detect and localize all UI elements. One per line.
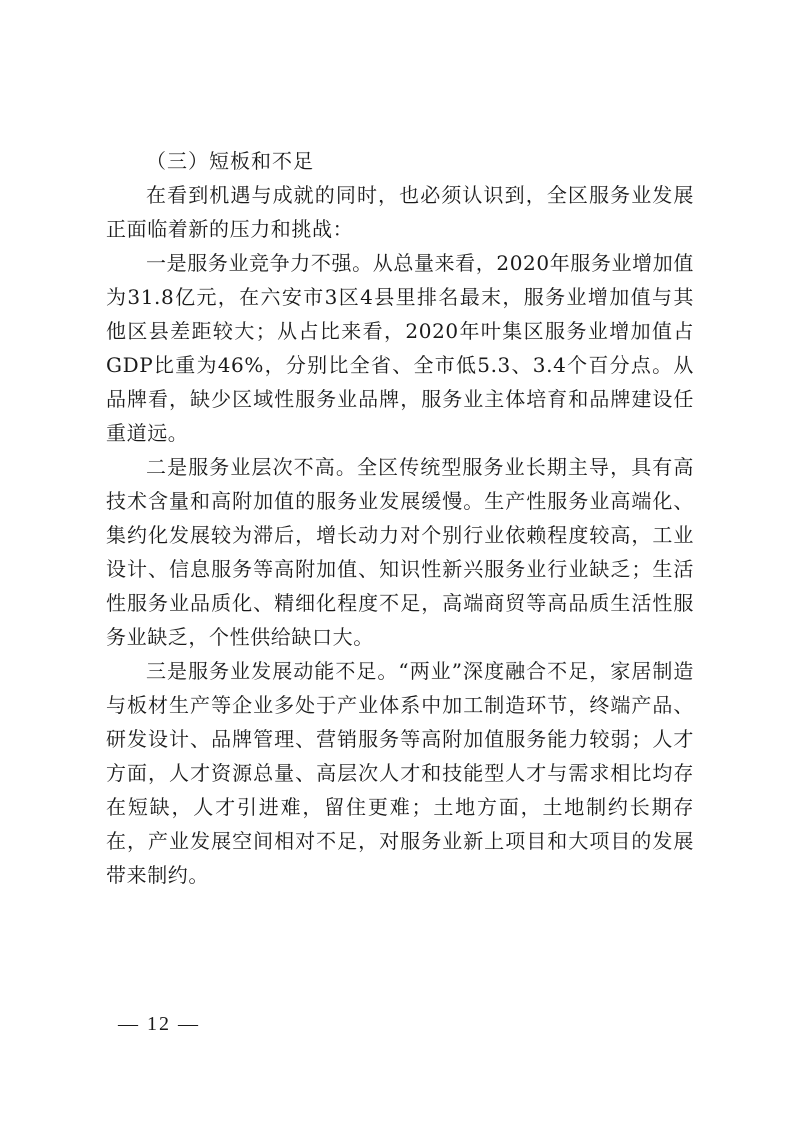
paragraph-intro: 在看到机遇与成就的同时，也必须认识到，全区服务业发展正面临着新的压力和挑战： [106, 183, 694, 241]
paragraph-momentum: 三是服务业发展动能不足。“两业”深度融合不足，家居制造与板材生产等企业多处于产业体系中加工制造环节，终端产品、研发设计、品牌管理、营销服务等高附加值服务能力较弱；人才方面，人才资源总量、高层次人才和技能型人才与需求相比均存在短缺，人才引进难，留住更难；土地方面，土地制约长期存在，产业发展空间相对不足，对服务业新上项目和大项目的发展带来制约。 [106, 659, 694, 887]
page-number: — 12 — [118, 1013, 200, 1035]
paragraph-competitiveness: 一是服务业竞争力不强。从总量来看，2020年服务业增加值为31.8亿元，在六安市3区4县里排名最末，服务业增加值与其他区县差距较大；从占比来看，2020年叶集区服务业增加值占GDP比重为46%，分别比全省、全市低5.3、3.4个百分点。从品牌看，缺少区域性服务业品牌，服务业主体培育和品牌建设任重道远。 [106, 251, 694, 445]
page-content [106, 144, 694, 892]
section-heading: （三）短板和不足 [146, 149, 314, 173]
paragraph-level: 二是服务业层次不高。全区传统型服务业长期主导，具有高技术含量和高附加值的服务业发展缓慢。生产性服务业高端化、集约化发展较为滞后，增长动力对个别行业依赖程度较高，工业设计、信息服务等高附加值、知识性新兴服务业行业缺乏；生活性服务业品质化、精细化程度不足，高端商贸等高品质生活性服务业缺乏，个性供给缺口大。 [106, 455, 694, 649]
